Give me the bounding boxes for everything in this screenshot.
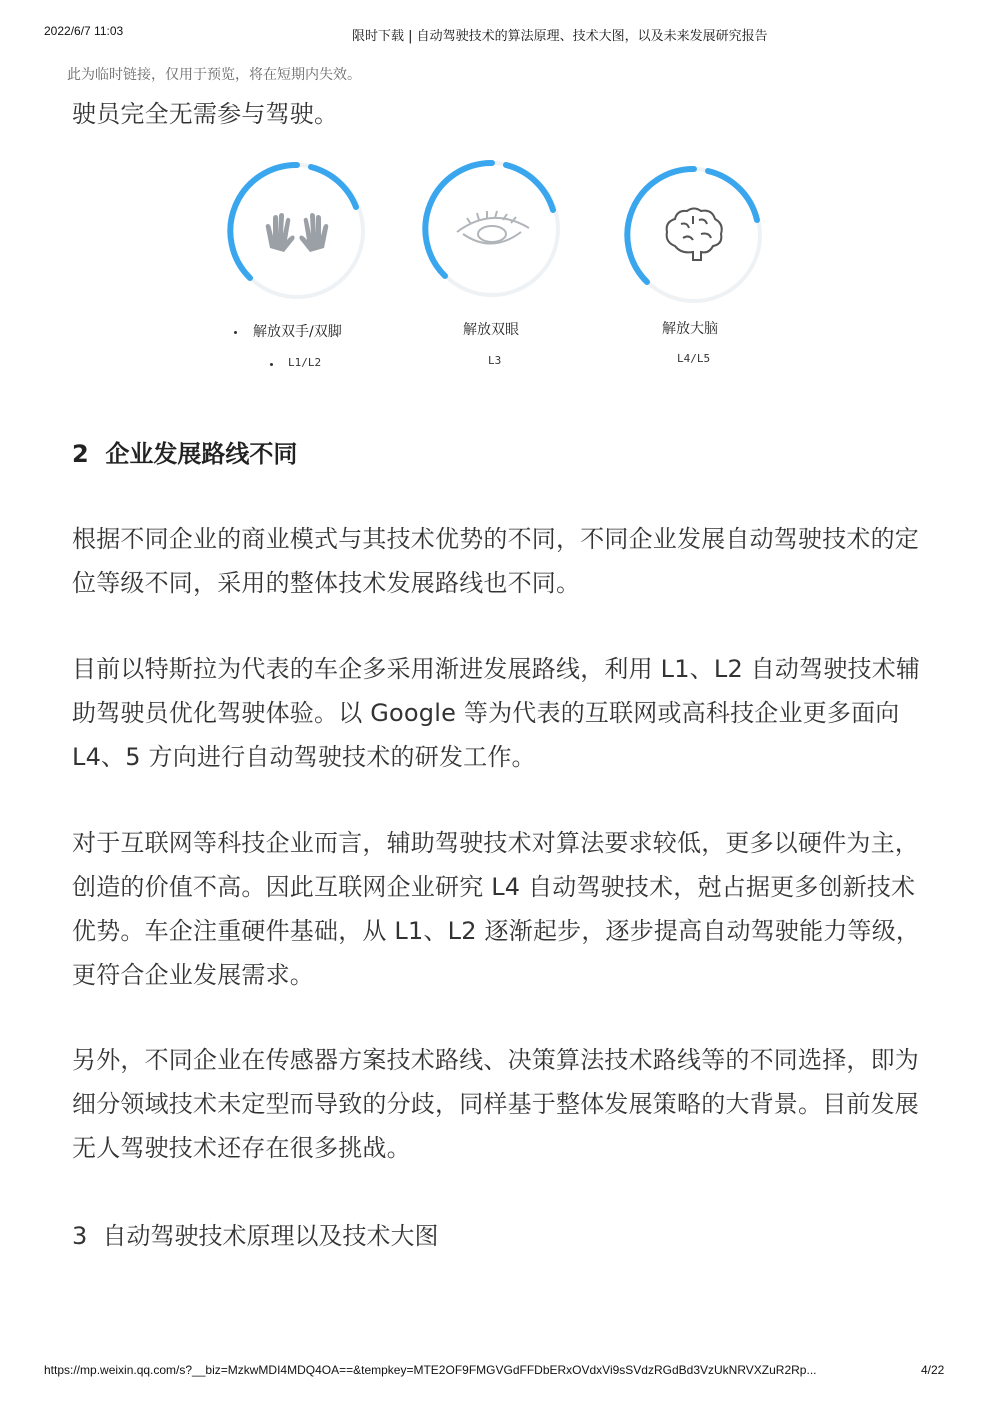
section-2-heading: 2 企业发展路线不同 xyxy=(72,440,298,468)
level-code-2: L3 xyxy=(488,354,502,367)
hands-icon xyxy=(266,213,329,252)
section-2-paragraph-3: 对于互联网等科技企业而言，辅助驾驶技术对算法要求较低，更多以硬件为主，创造的价值不高。因此互联网企业研究 L4 自动驾驶技术，尅占据更多创新技术优势。车企注重硬件基础，从 L1、L2 逐渐起步，逐步提高自动驾驶能力等级，更符合企业发展需求。 xyxy=(72,829,921,989)
page-number: 4/22 xyxy=(921,1363,945,1377)
level-label-1: 解放双手/双脚 xyxy=(253,324,342,340)
bullet-dot xyxy=(234,331,237,334)
autonomy-levels-figure xyxy=(208,140,784,386)
section-2-paragraph-2: 目前以特斯拉为代表的车企多采用渐进发展路线，利用 L1、L2 自动驾驶技术辅助驾驶员优化驾驶体验。以 Google 等为代表的互联网或高科技企业更多面向 L4、5 方向进行自动驾驶技术的研发工作。 xyxy=(72,655,921,771)
level-label-2: 解放双眼 xyxy=(463,322,519,338)
section-2-paragraph-1: 根据不同企业的商业模式与其技术优势的不同，不同企业发展自动驾驶技术的定位等级不同，采用的整体技术发展路线也不同。 xyxy=(72,525,919,597)
brain-icon xyxy=(667,209,722,261)
level-ring-3 xyxy=(623,164,765,306)
bullet-dot xyxy=(270,363,273,366)
level-ring-1 xyxy=(226,160,368,302)
eye-icon xyxy=(457,211,529,244)
temporary-link-notice: 此为临时链接，仅用于预览，将在短期内失效。 xyxy=(67,67,361,83)
section-3-heading: 3 自动驾驶技术原理以及技术大图 xyxy=(72,1222,439,1250)
level-ring-2 xyxy=(421,158,563,300)
level-code-1: L1/L2 xyxy=(288,356,322,369)
print-datetime: 2022/6/7 11:03 xyxy=(44,24,124,38)
section-2-paragraph-4: 另外，不同企业在传感器方案技术路线、决策算法技术路线等的不同选择，即为细分领域技术未定型而导致的分歧，同样基于整体发展策略的大背景。目前发展无人驾驶技术还存在很多挑战。 xyxy=(72,1046,919,1162)
level-code-3: L4/L5 xyxy=(677,352,711,365)
level-label-3: 解放大脑 xyxy=(662,321,718,337)
print-page-title: 限时下载 | 自动驾驶技术的算法原理、技术大图，以及未来发展研究报告 xyxy=(352,29,768,44)
print-footer-url: https://mp.weixin.qq.com/s?__biz=MzkwMDI4MDQ4OA==&tempkey=MTE2OF9FMGVGdFFDbERxOVdxVi9sSVdzRGdBd3VzUkNRVXZuR2Rp... xyxy=(44,1363,817,1377)
lead-paragraph: 驶员完全无需参与驾驶。 xyxy=(72,100,339,128)
